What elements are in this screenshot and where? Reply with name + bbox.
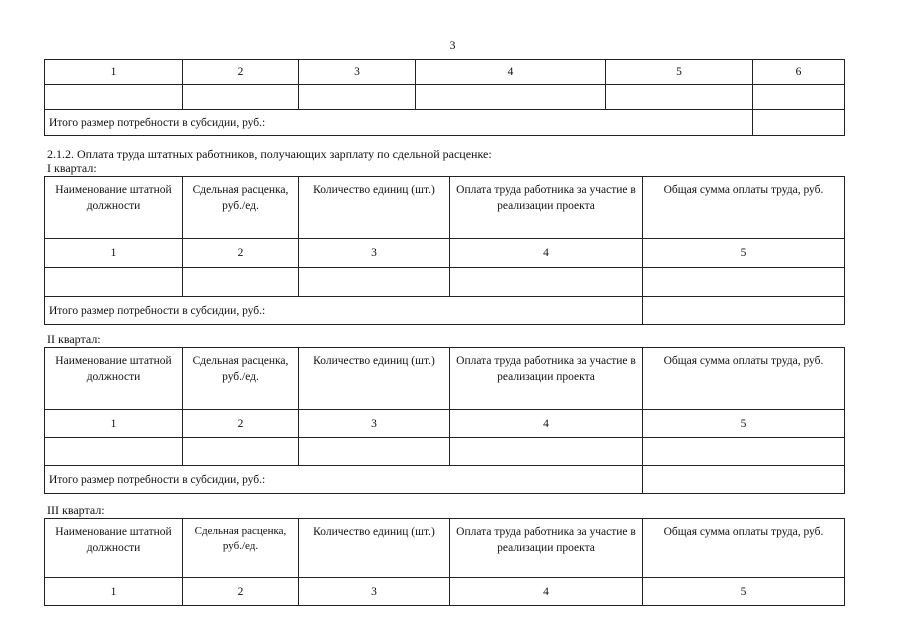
column-number: 5 xyxy=(643,578,845,606)
column-number: 1 xyxy=(45,60,183,85)
total-value-cell[interactable] xyxy=(753,110,845,136)
column-number: 2 xyxy=(183,60,299,85)
column-number-row xyxy=(45,578,845,606)
column-number: 1 xyxy=(45,410,183,438)
quarter-3-label: III квартал: xyxy=(47,503,105,517)
total-row xyxy=(45,297,845,325)
column-number: 6 xyxy=(753,60,845,85)
table-cell[interactable] xyxy=(416,85,606,110)
total-label: Итого размер потребности в субсидии, руб.: xyxy=(45,466,643,494)
total-row xyxy=(45,466,845,494)
quarter-3-table xyxy=(44,518,845,606)
column-header: Оплата труда работника за участие в реализации проекта xyxy=(450,519,643,578)
column-number-row xyxy=(45,239,845,268)
table-cell[interactable] xyxy=(183,438,299,466)
column-number: 3 xyxy=(299,578,450,606)
total-label: Итого размер потребности в субсидии, руб.: xyxy=(45,297,643,325)
column-number: 5 xyxy=(643,410,845,438)
table-row xyxy=(45,268,845,297)
column-header: Наименование штатной должности xyxy=(45,348,183,410)
top-table xyxy=(44,59,845,136)
total-row xyxy=(45,110,845,136)
table-header-row xyxy=(45,177,845,239)
table-header-row xyxy=(45,519,845,578)
table-cell[interactable] xyxy=(183,85,299,110)
table-cell[interactable] xyxy=(450,438,643,466)
column-header: Оплата труда работника за участие в реализации проекта xyxy=(450,348,643,410)
column-header: Сдельная расценка, руб./ед. xyxy=(183,519,299,578)
quarter-1-table xyxy=(44,176,845,325)
quarter-2-label: II квартал: xyxy=(47,332,101,346)
column-header: Общая сумма оплаты труда, руб. xyxy=(643,519,845,578)
column-header: Общая сумма оплаты труда, руб. xyxy=(643,348,845,410)
column-number: 4 xyxy=(450,410,643,438)
table-header-row xyxy=(45,60,845,85)
column-header: Общая сумма оплаты труда, руб. xyxy=(643,177,845,239)
table-header-row xyxy=(45,348,845,410)
table-cell[interactable] xyxy=(643,268,845,297)
column-number: 1 xyxy=(45,239,183,268)
column-number: 2 xyxy=(183,410,299,438)
column-header: Сдельная расценка, руб./ед. xyxy=(183,348,299,410)
table-cell[interactable] xyxy=(45,268,183,297)
column-number: 2 xyxy=(183,578,299,606)
table-row xyxy=(45,85,845,110)
column-header: Количество единиц (шт.) xyxy=(299,519,450,578)
column-number: 4 xyxy=(450,578,643,606)
table-cell[interactable] xyxy=(450,268,643,297)
column-header: Оплата труда работника за участие в реализации проекта xyxy=(450,177,643,239)
quarter-1-label: I квартал: xyxy=(47,161,97,175)
column-number: 5 xyxy=(643,239,845,268)
table-cell[interactable] xyxy=(606,85,753,110)
column-number: 5 xyxy=(606,60,753,85)
table-cell[interactable] xyxy=(45,438,183,466)
column-number: 3 xyxy=(299,410,450,438)
table-cell[interactable] xyxy=(299,85,416,110)
table-cell[interactable] xyxy=(45,85,183,110)
table-row xyxy=(45,438,845,466)
section-title: 2.1.2. Оплата труда штатных работников, получающих зарплату по сдельной расценке: xyxy=(47,147,492,161)
column-header: Сдельная расценка, руб./ед. xyxy=(183,177,299,239)
column-header: Наименование штатной должности xyxy=(45,177,183,239)
total-value-cell[interactable] xyxy=(643,297,845,325)
page-number: 3 xyxy=(449,38,456,52)
column-number: 4 xyxy=(416,60,606,85)
table-cell[interactable] xyxy=(299,438,450,466)
column-number: 4 xyxy=(450,239,643,268)
column-number: 3 xyxy=(299,239,450,268)
column-number: 1 xyxy=(45,578,183,606)
table-cell[interactable] xyxy=(299,268,450,297)
column-number-row xyxy=(45,410,845,438)
total-label: Итого размер потребности в субсидии, руб.: xyxy=(45,110,753,136)
column-header: Количество единиц (шт.) xyxy=(299,177,450,239)
column-number: 3 xyxy=(299,60,416,85)
column-header: Количество единиц (шт.) xyxy=(299,348,450,410)
quarter-2-table xyxy=(44,347,845,494)
column-number: 2 xyxy=(183,239,299,268)
table-cell[interactable] xyxy=(183,268,299,297)
table-cell[interactable] xyxy=(753,85,845,110)
table-cell[interactable] xyxy=(643,438,845,466)
total-value-cell[interactable] xyxy=(643,466,845,494)
column-header: Наименование штатной должности xyxy=(45,519,183,578)
